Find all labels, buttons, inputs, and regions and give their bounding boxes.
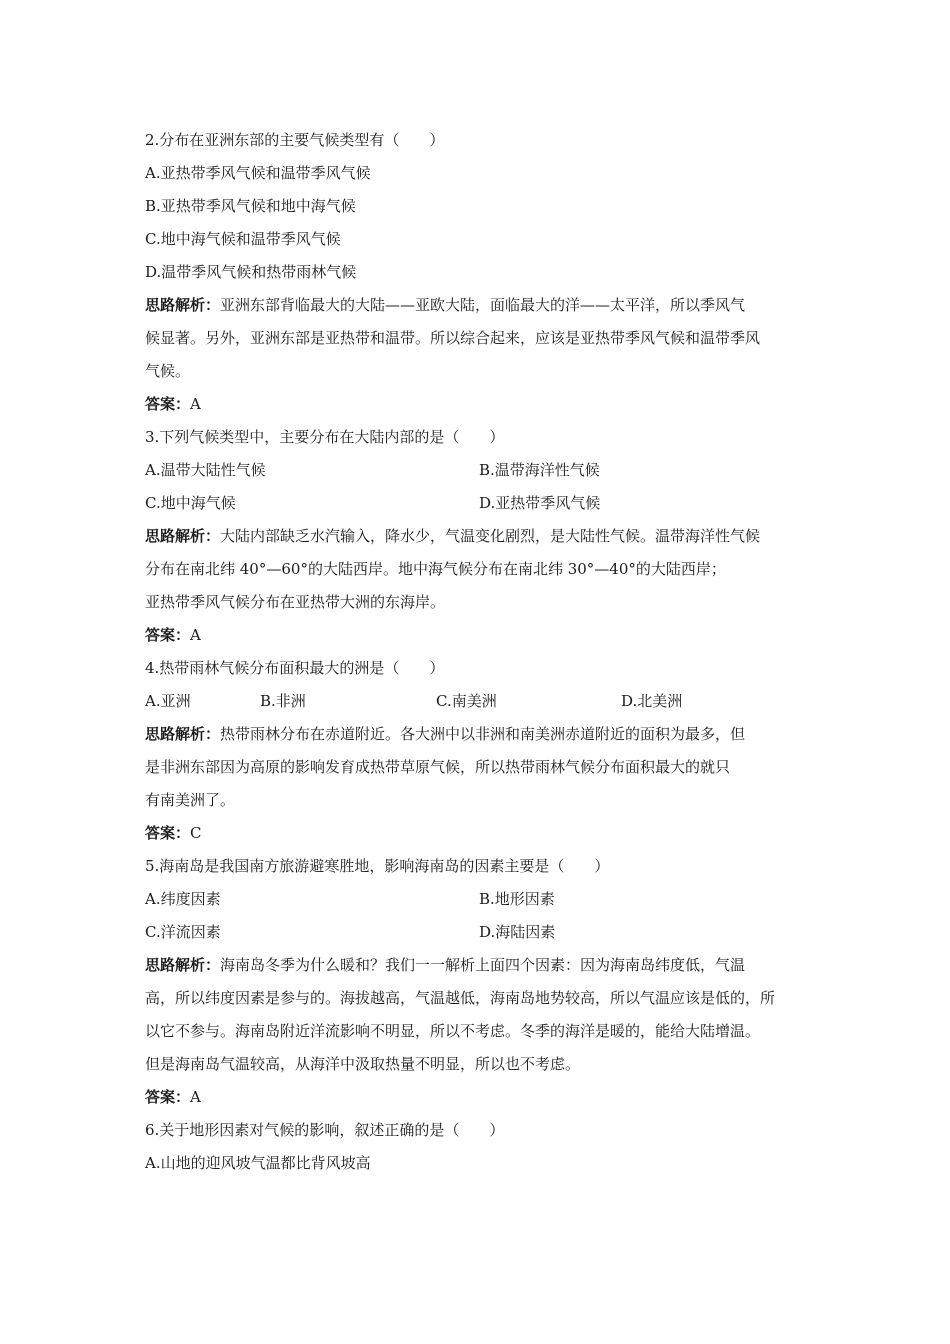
analysis-text: 亚洲东部背临最大的大陆——亚欧大陆，面临最大的洋——太平洋，所以季风气	[220, 296, 746, 314]
answer-label: 答案：	[145, 626, 191, 644]
analysis-label: 思路解析：	[145, 527, 221, 545]
analysis-text: 气候。	[145, 362, 191, 380]
question-2-option-c: C.地中海气候和温带季风气候	[145, 230, 341, 248]
question-3-option-c: C.地中海气候	[145, 494, 236, 512]
question-3-analysis	[145, 520, 810, 619]
question-2-option-d: D.温带季风气候和热带雨林气候	[145, 263, 357, 281]
answer-label: 答案：	[145, 1088, 191, 1106]
question-3-option-b: B.温带海洋性气候	[479, 461, 600, 479]
question-3-options-row-2	[145, 487, 810, 520]
analysis-text: 以它不参与。海南岛附近洋流影响不明显，所以不考虑。冬季的海洋是暖的，能给大陆增温。	[145, 1022, 761, 1040]
question-5-options-row-2	[145, 916, 810, 949]
question-4-options-row	[145, 685, 810, 718]
document-content	[145, 124, 810, 1180]
analysis-label: 思路解析：	[145, 296, 221, 314]
question-4-option-c: C.南美洲	[436, 692, 497, 710]
question-6-option-a: A.山地的迎风坡气温都比背风坡高	[145, 1154, 371, 1172]
question-5-option-d: D.海陆因素	[479, 923, 556, 941]
question-5-option-a: A.纬度因素	[145, 890, 221, 908]
question-2-analysis	[145, 289, 810, 388]
question-5-answer	[145, 1081, 810, 1114]
analysis-text: 海南岛冬季为什么暖和？我们一一解析上面四个因素：因为海南岛纬度低，气温	[220, 956, 746, 974]
analysis-text: 候显著。另外，亚洲东部是亚热带和温带。所以综合起来，应该是亚热带季风气候和温带季风	[145, 329, 761, 347]
question-5-options-row-1	[145, 883, 810, 916]
answer-value: A	[190, 395, 201, 413]
analysis-text: 亚热带季风气候分布在亚热带大洲的东海岸。	[145, 593, 446, 611]
question-2-option-a: A.亚热带季风气候和温带季风气候	[145, 164, 371, 182]
question-3-stem: 3.下列气候类型中，主要分布在大陆内部的是（ ）	[145, 428, 505, 446]
question-5-analysis	[145, 949, 810, 1081]
answer-value: A	[190, 1088, 201, 1106]
answer-value: A	[190, 626, 201, 644]
question-4-option-d: D.北美洲	[621, 692, 683, 710]
question-4-answer	[145, 817, 810, 850]
question-6-stem: 6.关于地形因素对气候的影响，叙述正确的是（ ）	[145, 1121, 505, 1139]
question-3-answer	[145, 619, 810, 652]
answer-label: 答案：	[145, 824, 191, 842]
question-5-option-c: C.洋流因素	[145, 923, 221, 941]
question-3-option-a: A.温带大陆性气候	[145, 461, 266, 479]
question-5-option-b: B.地形因素	[479, 890, 555, 908]
analysis-text: 分布在南北纬 40°—60°的大陆西岸。地中海气候分布在南北纬 30°—40°的大陆西岸；	[145, 560, 726, 578]
answer-label: 答案：	[145, 395, 191, 413]
answer-value: C	[190, 824, 202, 842]
analysis-text: 但是海南岛气温较高，从海洋中汲取热量不明显，所以也不考虑。	[145, 1055, 581, 1073]
analysis-text: 大陆内部缺乏水汽输入，降水少，气温变化剧烈，是大陆性气候。温带海洋性气候	[220, 527, 761, 545]
question-2-answer	[145, 388, 810, 421]
question-4-analysis	[145, 718, 810, 817]
analysis-text: 热带雨林分布在赤道附近。各大洲中以非洲和南美洲赤道附近的面积为最多，但	[220, 725, 746, 743]
question-3-options-row-1	[145, 454, 810, 487]
question-5-stem: 5.海南岛是我国南方旅游避寒胜地，影响海南岛的因素主要是（ ）	[145, 857, 610, 875]
question-2-stem: 2.分布在亚洲东部的主要气候类型有（ ）	[145, 131, 445, 149]
analysis-label: 思路解析：	[145, 956, 221, 974]
question-4-option-b: B.非洲	[260, 692, 306, 710]
analysis-text: 高，所以纬度因素是参与的。海拔越高，气温越低，海南岛地势较高，所以气温应该是低的，所	[145, 989, 776, 1007]
question-4-option-a: A.亚洲	[145, 692, 191, 710]
question-4-stem: 4.热带雨林气候分布面积最大的洲是（ ）	[145, 659, 445, 677]
analysis-text: 有南美洲了。	[145, 791, 236, 809]
question-3-option-d: D.亚热带季风气候	[479, 494, 601, 512]
analysis-label: 思路解析：	[145, 725, 221, 743]
analysis-text: 是非洲东部因为高原的影响发育成热带草原气候，所以热带雨林气候分布面积最大的就只	[145, 758, 731, 776]
question-2-option-b: B.亚热带季风气候和地中海气候	[145, 197, 356, 215]
